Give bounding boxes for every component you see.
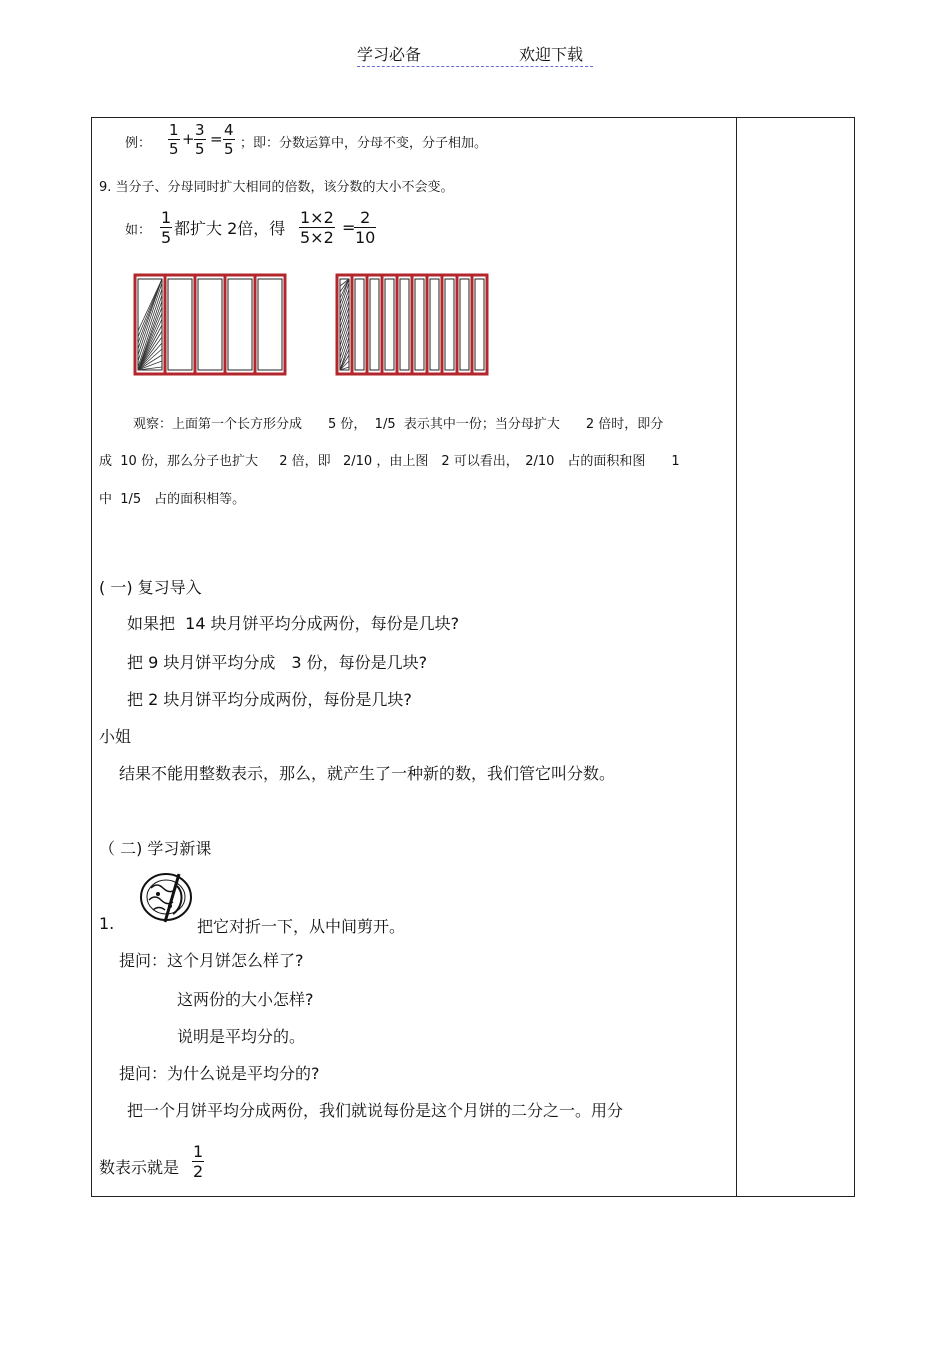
example2-label: 如： xyxy=(125,223,152,238)
fraction-denominator: 5×2 xyxy=(300,228,334,247)
rectangle-figure-tenths xyxy=(335,273,489,376)
equals-sign: = xyxy=(342,218,356,237)
fraction-denominator: 5 xyxy=(195,140,205,158)
review-question-1: 如果把 14 块月饼平均分成两份，每份是几块? xyxy=(127,614,460,633)
fraction-numerator: 2 xyxy=(354,208,376,228)
question-1c: 说明是平均分的。 xyxy=(177,1027,306,1046)
fraction-denominator: 5 xyxy=(224,140,234,158)
part xyxy=(168,279,192,370)
part xyxy=(400,279,409,370)
table-column-divider xyxy=(736,117,737,1197)
equals-sign: = xyxy=(210,130,223,148)
part xyxy=(430,279,439,370)
fraction-numerator: 1×2 xyxy=(300,208,334,227)
fraction-numerator: 1 xyxy=(193,1142,204,1161)
observe-line-3: 中 1/5 占的面积相等。 xyxy=(99,492,246,507)
part xyxy=(385,279,394,370)
question-2: 提问：为什么说是平均分的? xyxy=(119,1064,320,1083)
page-header xyxy=(357,40,593,67)
summary-text: 结果不能用整数表示，那么，就产生了一种新的数，我们管它叫分数。 xyxy=(119,764,616,783)
question-1b: 这两份的大小怎样? xyxy=(177,990,314,1009)
part xyxy=(415,279,424,370)
review-question-3: 把 2 块月饼平均分成两份，每份是几块? xyxy=(127,690,412,709)
item-1-text: 把它对折一下，从中间剪开。 xyxy=(197,917,406,936)
example1-fraction-1 xyxy=(168,121,180,158)
fraction-numerator: 4 xyxy=(224,121,234,139)
plus-sign: + xyxy=(182,130,195,148)
item-1-number: 1. xyxy=(99,914,115,933)
part xyxy=(445,279,454,370)
header-left-text: 学习必备 xyxy=(357,45,422,64)
part xyxy=(460,279,469,370)
section-1-title: ( 一) 复习导入 xyxy=(99,578,202,597)
fraction-denominator: 5 xyxy=(161,228,172,247)
observe-line-1: 观察：上面第一个长方形分成 5 份， 1/5 表示其中一份；当分母扩大 2 倍时，即分 xyxy=(133,417,664,432)
example1-fraction-2 xyxy=(194,121,206,158)
observe-line-2: 成 10 份，那么分子也扩大 2 倍，即 2/10 ，由上图 2 可以看出， 2/10 占的面积和图 1 xyxy=(99,454,680,469)
fraction-numerator: 3 xyxy=(195,121,205,139)
example2-fraction-3 xyxy=(354,208,376,247)
example1-note: ；即：分数运算中，分母不变，分子相加。 xyxy=(240,136,488,151)
example1-fraction-3 xyxy=(223,121,235,158)
rectangle-figure-fifths xyxy=(133,273,287,376)
section-2-title: （ 二) 学习新课 xyxy=(99,839,212,858)
example2-fraction-2 xyxy=(299,208,335,247)
part xyxy=(258,279,282,370)
fraction-numerator: 1 xyxy=(169,121,179,139)
part xyxy=(475,279,484,370)
fraction-denominator: 10 xyxy=(355,228,376,247)
explanation-line-1: 把一个月饼平均分成两份，我们就说每份是这个月饼的二分之一。用分 xyxy=(127,1101,624,1120)
fraction-denominator: 2 xyxy=(193,1162,204,1181)
part xyxy=(228,279,252,370)
part xyxy=(355,279,364,370)
fraction-denominator: 5 xyxy=(169,140,179,158)
one-half-fraction xyxy=(192,1142,204,1181)
mooncake-icon xyxy=(137,868,199,926)
example2-fraction-1 xyxy=(160,208,172,247)
part xyxy=(370,279,379,370)
part xyxy=(198,279,222,370)
example2-text: 都扩大 2倍，得 xyxy=(174,219,286,238)
header-right-text: 欢迎下载 xyxy=(519,45,584,64)
rule-9: 9. 当分子、分母同时扩大相同的倍数，该分数的大小不会变。 xyxy=(99,180,454,195)
summary-label: 小姐 xyxy=(99,727,132,746)
example1-label: 例： xyxy=(125,136,152,151)
question-1: 提问：这个月饼怎么样了? xyxy=(119,951,304,970)
explanation-line-2: 数表示就是 xyxy=(99,1158,180,1177)
review-question-2: 把 9 块月饼平均分成 3 份，每份是几块? xyxy=(127,653,428,672)
fraction-numerator: 1 xyxy=(161,208,172,227)
